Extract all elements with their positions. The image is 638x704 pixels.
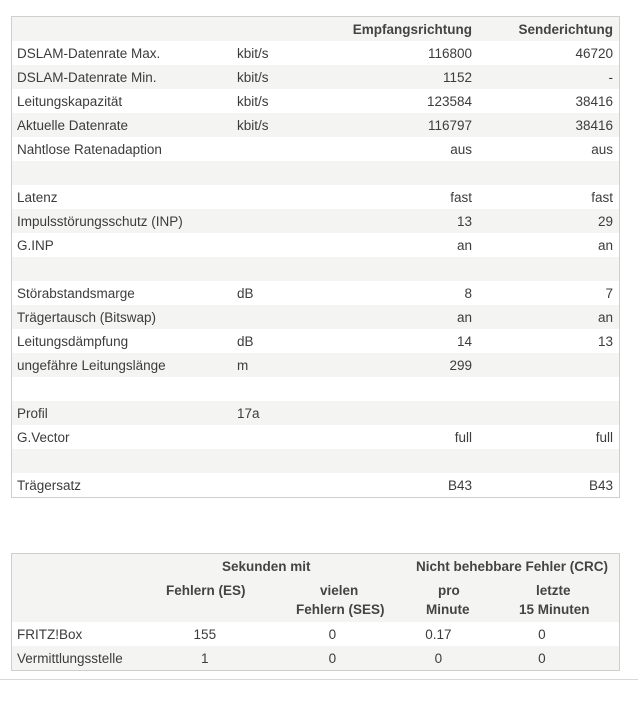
ses-value: 0: [328, 650, 337, 666]
upstream-value: 38416: [575, 117, 613, 133]
spacer-row: [12, 161, 619, 185]
row-unit: kbit/s: [237, 93, 269, 109]
upstream-value: fast: [591, 189, 613, 205]
upstream-value: 7: [605, 285, 613, 301]
table-row: [12, 233, 619, 257]
table-row: [12, 65, 619, 89]
downstream-value: an: [456, 309, 472, 325]
upstream-value: aus: [591, 141, 613, 157]
header-es: Fehlern (ES): [166, 583, 246, 598]
crc-last15-value: 0: [538, 650, 546, 666]
table-row: [12, 646, 619, 670]
downstream-value: 123584: [426, 93, 472, 109]
row-label: G.Vector: [17, 429, 70, 445]
crc-last15-value: 0: [538, 626, 546, 642]
header-ses-line2: Fehlern (SES): [296, 602, 385, 617]
es-value: 155: [193, 626, 217, 642]
row-label: Impulsstörungsschutz (INP): [17, 213, 183, 229]
downstream-value: 14: [456, 333, 472, 349]
row-label: Profil: [17, 405, 48, 421]
table-row: [12, 185, 619, 209]
table-row: [12, 41, 619, 65]
row-label: FRITZ!Box: [17, 626, 83, 642]
downstream-value: B43: [447, 477, 472, 493]
downstream-value: an: [456, 237, 472, 253]
table-row: [12, 305, 619, 329]
table-row: [12, 137, 619, 161]
table-row: [12, 425, 619, 449]
upstream-value: 13: [597, 333, 613, 349]
upstream-value: -: [608, 69, 613, 85]
spacer-row: [12, 449, 619, 473]
row-label: DSLAM-Datenrate Max.: [17, 45, 161, 61]
row-unit: kbit/s: [237, 69, 269, 85]
downstream-value: full: [454, 429, 472, 445]
upstream-value: an: [597, 237, 613, 253]
upstream-value: full: [595, 429, 613, 445]
header-per-min-line1: pro: [438, 583, 460, 598]
row-unit: dB: [237, 333, 254, 349]
table-header-row: [12, 17, 619, 41]
row-unit: dB: [237, 285, 254, 301]
row-label: Trägersatz: [17, 477, 82, 493]
header-upstream: Senderichtung: [518, 21, 613, 37]
upstream-value: 29: [597, 213, 613, 229]
row-label: Leitungskapazität: [17, 93, 123, 109]
dsl-line-info-table: [11, 16, 620, 498]
upstream-value: an: [597, 309, 613, 325]
header-last15-line1: letzte: [536, 583, 571, 598]
table-row: [12, 113, 619, 137]
row-label: Leitungsdämpfung: [17, 333, 129, 349]
crc-per-minute-value: 0.17: [425, 626, 452, 642]
row-label: Nahtlose Ratenadaption: [17, 141, 162, 157]
spacer-row: [12, 257, 619, 281]
table-row: [12, 209, 619, 233]
upstream-value: 46720: [575, 45, 613, 61]
error-table-header: [12, 554, 619, 622]
downstream-value: 13: [456, 213, 472, 229]
divider: [0, 679, 638, 680]
row-label: Störabstandsmarge: [17, 285, 135, 301]
table-row: [12, 401, 619, 425]
row-label: ungefähre Leitungslänge: [17, 357, 166, 373]
downstream-value: 299: [449, 357, 472, 373]
ses-value: 0: [328, 626, 337, 642]
crc-per-minute-value: 0: [434, 650, 443, 666]
downstream-value: fast: [450, 189, 472, 205]
row-label: DSLAM-Datenrate Min.: [17, 69, 157, 85]
downstream-value: aus: [450, 141, 472, 157]
downstream-value: 116800: [427, 45, 472, 61]
header-last15-line2: 15 Minuten: [519, 602, 590, 617]
table-row: [12, 622, 619, 646]
spacer-row: [12, 377, 619, 401]
row-label: Vermittlungsstelle: [17, 650, 123, 666]
table-row: [12, 329, 619, 353]
header-downstream: Empfangsrichtung: [352, 21, 472, 37]
row-unit: 17a: [237, 405, 260, 421]
es-value: 1: [201, 650, 209, 666]
table-row: [12, 473, 619, 497]
header-ses-line1: vielen: [320, 583, 359, 598]
header-seconds-with: Sekunden mit: [222, 559, 311, 574]
row-unit: kbit/s: [237, 45, 269, 61]
row-label: Latenz: [17, 189, 58, 205]
header-per-min-line2: Minute: [426, 602, 470, 617]
header-crc: Nicht behebbare Fehler (CRC): [416, 559, 609, 574]
row-unit: m: [237, 357, 249, 373]
upstream-value: 38416: [575, 93, 613, 109]
table-row: [12, 281, 619, 305]
upstream-value: B43: [588, 477, 613, 493]
downstream-value: 8: [464, 285, 472, 301]
table-row: [12, 89, 619, 113]
row-label: G.INP: [17, 237, 54, 253]
table-row: [12, 353, 619, 377]
row-label: Aktuelle Datenrate: [17, 117, 129, 133]
downstream-value: 116797: [427, 117, 472, 133]
downstream-value: 1152: [442, 69, 472, 85]
row-label: Trägertausch (Bitswap): [17, 309, 157, 325]
error-statistics-table: [11, 553, 620, 671]
row-unit: kbit/s: [237, 117, 269, 133]
